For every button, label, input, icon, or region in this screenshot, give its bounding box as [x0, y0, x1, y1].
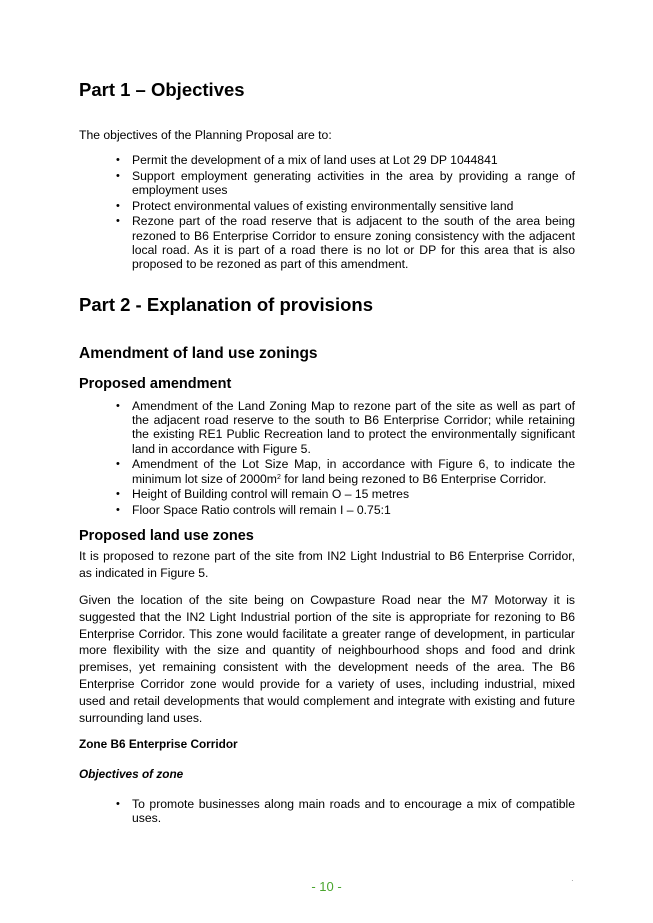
objectives-of-zone-heading: Objectives of zone: [79, 767, 184, 781]
part1-heading: Part 1 – Objectives: [79, 79, 245, 100]
proposed-amendment-list: [79, 399, 575, 519]
list-item: • Height of Building control will remain O – 15 metres: [116, 487, 410, 502]
list-item: • Amendment of the Land Zoning Map to rezone part of the site as well as part of the adjacent road reserve to the south to B6 Enterprise Corridor; while retaining the existing RE1 Public Recreation land to protect the environmentally significant land in accordance with Figure 5.: [116, 399, 575, 456]
section-heading: Amendment of land use zonings: [79, 345, 318, 362]
list-item: • Rezone part of the road reserve that is adjacent to the south of the area being rezoned to B6 Enterprise Corridor to ensure zoning consistency with the adjacent local road. As it is part of a road there is no lot or DP for this area that is also proposed to be rezoned as part of this amendment.: [116, 214, 575, 271]
bullet-icon: •: [116, 169, 120, 182]
part1-objectives-list: [79, 153, 575, 273]
proposed-zones-paragraph-2: Given the location of the site being on Cowpasture Road near the M7 Motorway it is suggested that the IN2 Light Industrial portion of the site is appropriate for rezoning to B6 Enterprise Corridor. This zone would facilitate a greater range of development, in particular more flexibility with the size and quantity of neighbourhood shops and food and drink premises, yet remaining consistent with the development needs of the area. The B6 Enterprise Corridor zone would provide for a variety of uses, including industrial, mixed used and retail developments that would complement and integrate with existing and future surrounding land uses.: [79, 593, 575, 725]
list-item: • Floor Space Ratio controls will remain I – 0.75:1: [116, 502, 391, 517]
bullet-icon: •: [116, 199, 120, 212]
list-item: • Protect environmental values of existing environmentally sensitive land: [116, 198, 514, 213]
part2-heading: Part 2 - Explanation of provisions: [79, 294, 373, 315]
proposed-zones-paragraph-1: It is proposed to rezone part of the site from IN2 Light Industrial to B6 Enterprise Corridor, as indicated in Figure 5.: [79, 549, 575, 580]
list-item: • Support employment generating activities in the area by providing a range of employment uses: [116, 168, 575, 197]
bullet-icon: •: [116, 400, 120, 412]
list-item: • Permit the development of a mix of land uses at Lot 29 DP 1044841: [116, 153, 498, 167]
zone-objectives-list: [79, 797, 575, 827]
bullet-icon: •: [116, 503, 120, 516]
list-item: • Amendment of the Lot Size Map, in accordance with Figure 6, to indicate the minimum lot size of $2000m^2$ for land being rezoned to B6 Enterprise Corridor.: [116, 457, 575, 486]
bullet-icon: •: [116, 488, 120, 501]
bullet-icon: •: [116, 154, 120, 166]
proposed-zones-heading: Proposed land use zones: [79, 528, 254, 544]
bullet-icon: •: [116, 458, 120, 471]
proposed-amendment-heading: Proposed amendment: [79, 376, 232, 392]
page-number: - 10 -: [311, 879, 342, 894]
part1-intro: The objectives of the Planning Proposal are to:: [79, 128, 332, 142]
list-item: • To promote businesses along main roads and to encourage a mix of compatible uses.: [116, 797, 575, 826]
zone-b6-heading: Zone B6 Enterprise Corridor: [79, 737, 238, 751]
bullet-icon: •: [116, 798, 120, 810]
footer-mark: ·: [571, 876, 574, 885]
bullet-icon: •: [116, 215, 120, 228]
